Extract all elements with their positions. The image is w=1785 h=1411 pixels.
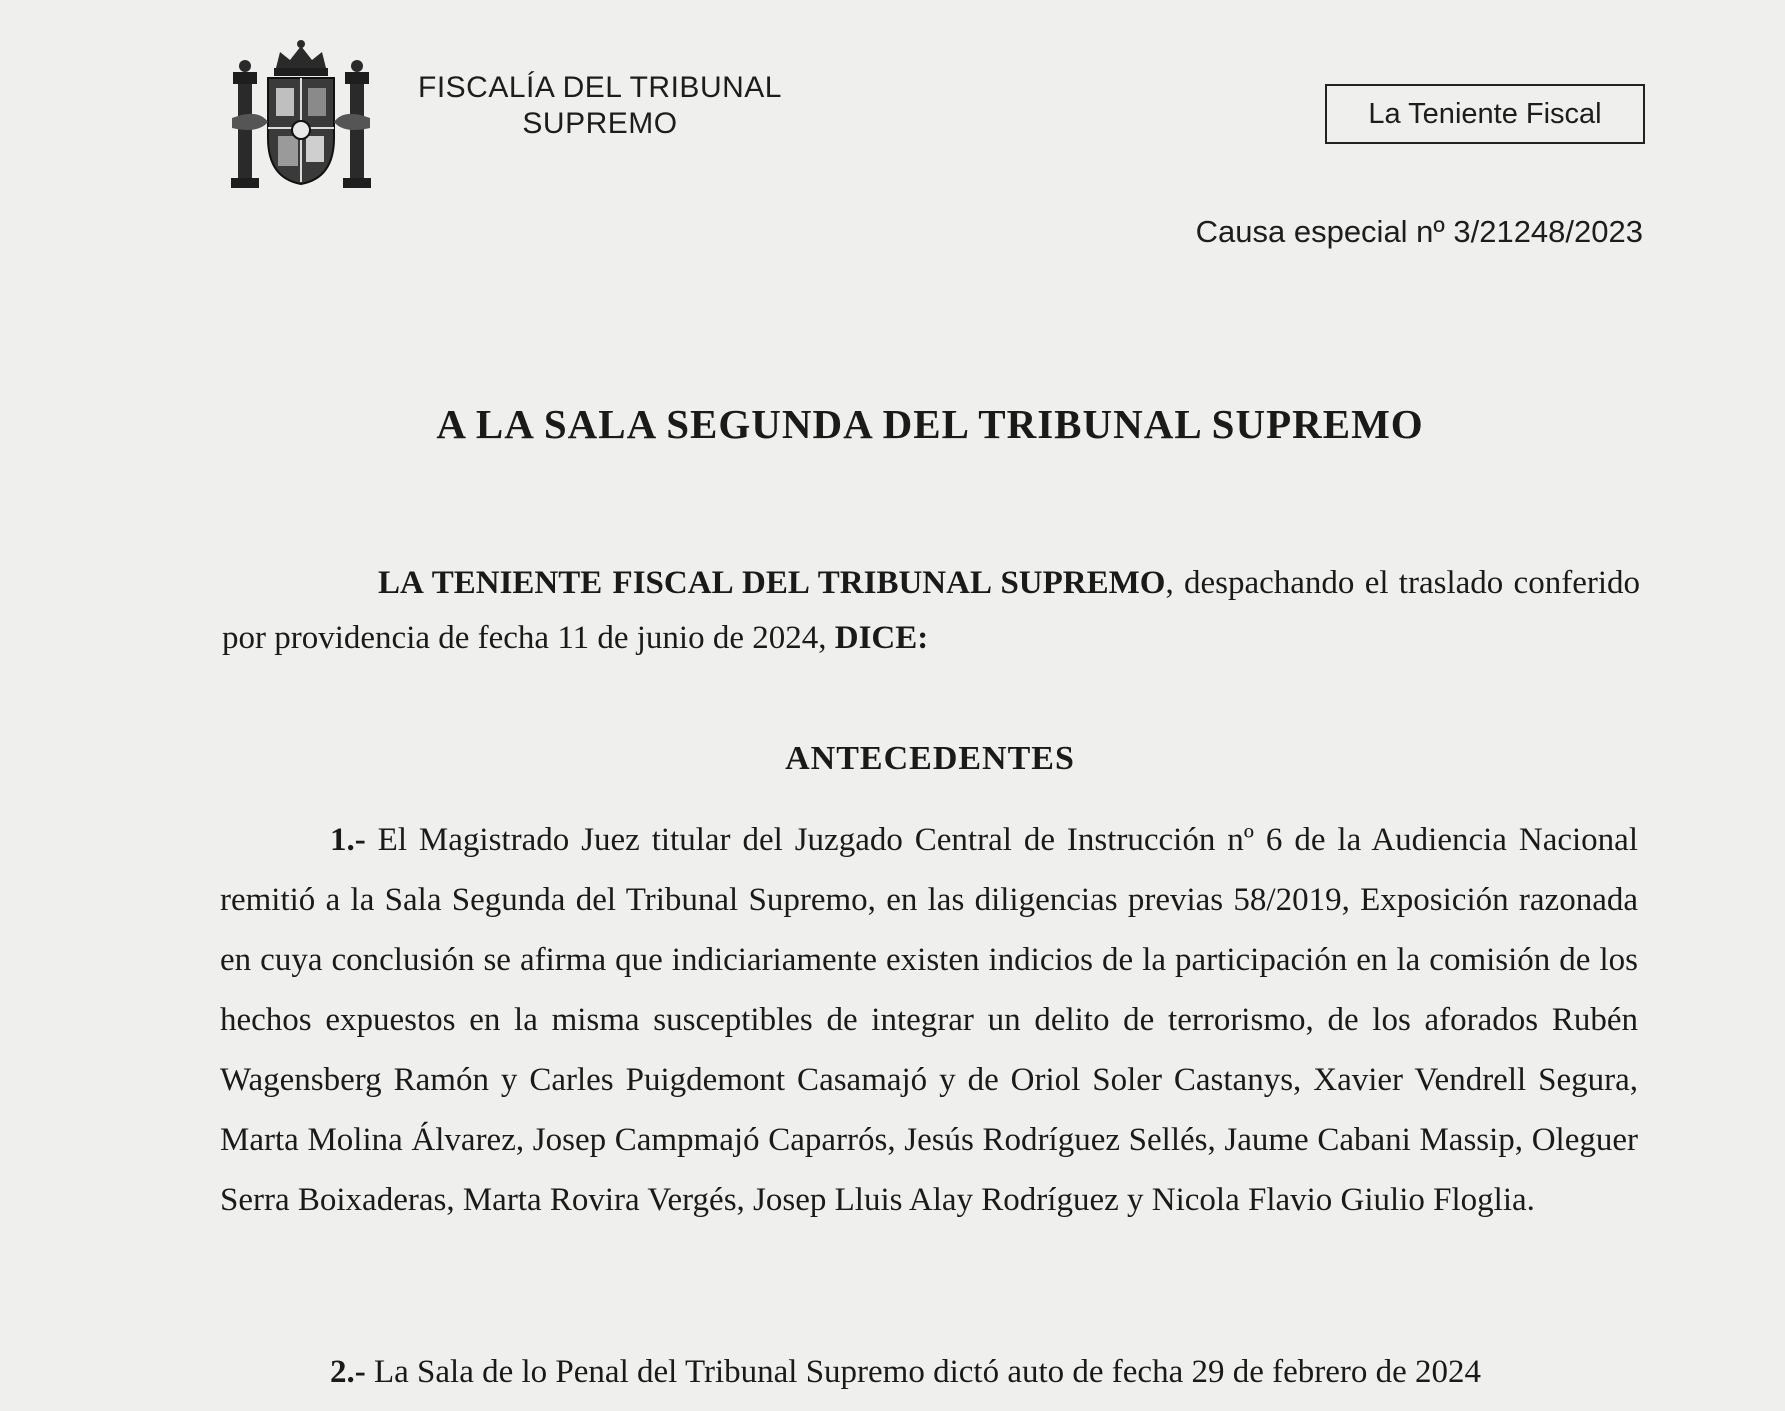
paragraph-2	[220, 1342, 1638, 1402]
paragraph-number: 2.-	[330, 1354, 366, 1390]
paragraph-number: 1.-	[330, 822, 366, 858]
intro-text: , despachando el traslado conferido por providencia de fecha 11 de junio de 2024,	[222, 565, 1640, 656]
document-heading: A LA SALA SEGUNDA DEL TRIBUNAL SUPREMO	[436, 401, 1424, 447]
intro-bold-lead: LA TENIENTE FISCAL DEL TRIBUNAL SUPREMO	[378, 565, 1166, 601]
paragraph-text: La Sala de lo Penal del Tribunal Supremo dictó auto de fecha 29 de febrero de 2024	[365, 1354, 1482, 1390]
paragraph-1	[220, 810, 1638, 1230]
case-number: Causa especial nº 3/21248/2023	[1195, 214, 1643, 249]
intro-paragraph	[222, 556, 1640, 666]
institution-line-2: SUPREMO	[522, 107, 678, 140]
intro-bold-end: DICE:	[834, 620, 929, 656]
institution-name	[400, 70, 800, 142]
spanish-coat-of-arms-icon	[228, 38, 374, 190]
fiscal-title-box: La Teniente Fiscal	[1325, 84, 1645, 144]
paragraph-text: El Magistrado Juez titular del Juzgado Central de Instrucción nº 6 de la Audiencia Nacional remitió a la Sala Segunda del Tribunal Supremo, en las diligencias previas 58/2019, Exposición razonada en cuya conclusión se afirma que indiciariamente existen indicios de la participación en la comisión de los hechos expuestos en la misma susceptibles de integrar un delito de terrorismo, de los aforados Rubén Wagensberg Ramón y Carles Puigdemont Casamajó y de Oriol Soler Castanys, Xavier Vendrell Segura, Marta Molina Álvarez, Josep Campmajó Caparrós, Jesús Rodríguez Sellés, Jaume Cabani Massip, Oleguer Serra Boixaderas, Marta Rovira Vergés, Josep Lluis Alay Rodríguez y Nicola Flavio Giulio Floglia.	[220, 822, 1638, 1218]
institution-line-1: FISCALÍA DEL TRIBUNAL	[418, 71, 782, 104]
section-title: ANTECEDENTES	[785, 740, 1075, 777]
